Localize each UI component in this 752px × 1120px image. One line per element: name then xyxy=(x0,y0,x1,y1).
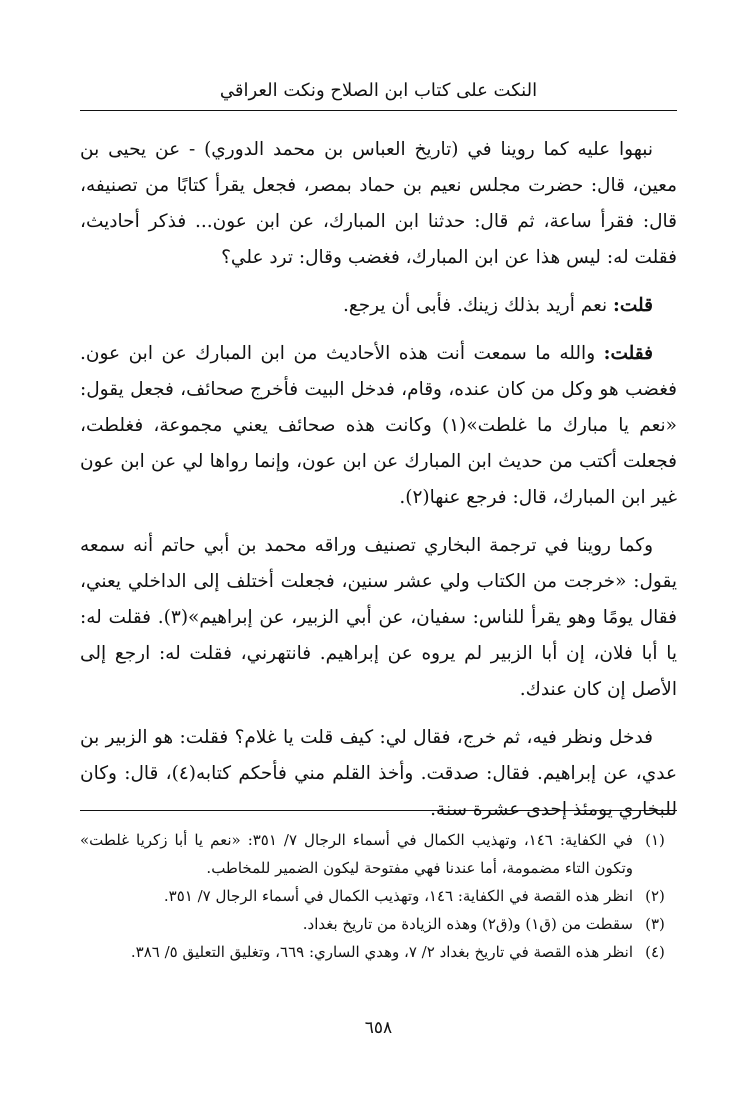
page-number: ٦٥٨ xyxy=(364,1018,393,1038)
footnote xyxy=(80,826,677,882)
paragraph-text: وكما روينا في ترجمة البخاري تصنيف وراقه محمد بن أبي حاتم أنه سمعه يقول: «خرجت من الكتاب ولي عشر سنين، فجعلت أختلف إلى الداخلي يعني، فقال يومًا وهو يقرأ للناس: سفيان، عن أبي الزبير، عن إبراهيم»(٣). فقلت له: يا أبا فلان، إن أبا الزبير لم يروه عن إبراهيم. فانتهرني، فقلت له: ارجع إلى الأصل إن كان عندك. xyxy=(80,535,677,700)
paragraph-text: نبهوا عليه كما روينا في (تاريخ العباس بن محمد الدوري) - عن يحيى بن معين، قال: حضرت مجلس نعيم بن حماد بمصر، فجعل يقرأ كتابًا من تصنيفه، قال: فقرأ ساعة، ثم قال: حدثنا ابن المبارك، عن ابن عون... فذكر أحاديث، فقلت له: ليس هذا عن ابن المبارك، فغضب وقال: ترد علي؟ xyxy=(80,139,677,268)
footnote-text: سقطت من (ق١) و(ق٢) وهذه الزيادة من تاريخ بغداد. xyxy=(302,915,633,933)
paragraph xyxy=(80,528,677,708)
paragraph xyxy=(80,288,677,324)
speaker-label: فقلت: xyxy=(603,343,653,364)
footnote-separator xyxy=(80,810,677,811)
main-text xyxy=(80,132,677,828)
footnote xyxy=(80,938,677,966)
footnote-text: في الكفاية: ١٤٦، وتهذيب الكمال في أسماء الرجال ٧/ ٣٥١: «نعم يا أبا زكريا غلطت» وتكون التاء مضمومة، أما عندنا فهي مفتوحة ليكون الضمير للمخاطب. xyxy=(80,831,633,877)
footnote-text: انظر هذه القصة في تاريخ بغداد ٢/ ٧، وهدي الساري: ٦٦٩، وتغليق التعليق ٥/ ٣٨٦. xyxy=(130,943,633,961)
footnote-number: (١) xyxy=(645,831,665,849)
speaker-label: قلت: xyxy=(613,295,653,316)
paragraph xyxy=(80,720,677,828)
paragraph xyxy=(80,132,677,276)
paragraph-text: نعم أريد بذلك زينك. فأبى أن يرجع. xyxy=(343,295,608,316)
footnote xyxy=(80,882,677,910)
paragraph-text: والله ما سمعت أنت هذه الأحاديث من ابن المبارك عن ابن عون. فغضب هو وكل من كان عنده، وقام، فدخل البيت فأخرج صحائف، فجعل يقول: «نعم يا مبارك ما غلطت»(١) وكانت هذه صحائف يعني مجموعة، فغلطت، فجعلت أكتب من حديث ابن المبارك عن ابن عون، وإنما رواها لي عن ابن عون غير ابن المبارك، قال: فرجع عنها(٢). xyxy=(80,343,677,508)
footnote xyxy=(80,910,677,938)
paragraph xyxy=(80,336,677,516)
footnote-number: (٤) xyxy=(645,943,665,961)
header-rule xyxy=(80,110,677,111)
footnote-text: انظر هذه القصة في الكفاية: ١٤٦، وتهذيب الكمال في أسماء الرجال ٧/ ٣٥١. xyxy=(163,887,633,905)
footnote-number: (٣) xyxy=(645,915,665,933)
running-header: النكت على كتاب ابن الصلاح ونكت العراقي xyxy=(219,80,538,101)
footnote-number: (٢) xyxy=(645,887,665,905)
paragraph-text: فدخل ونظر فيه، ثم خرج، فقال لي: كيف قلت يا غلام؟ فقلت: هو الزبير بن عدي، عن إبراهيم. فقال: صدقت. وأخذ القلم مني فأحكم كتابه(٤)، قال: وكان للبخاري يومئذ إحدى عشرة سنة. xyxy=(80,727,677,820)
footnotes xyxy=(80,826,677,966)
